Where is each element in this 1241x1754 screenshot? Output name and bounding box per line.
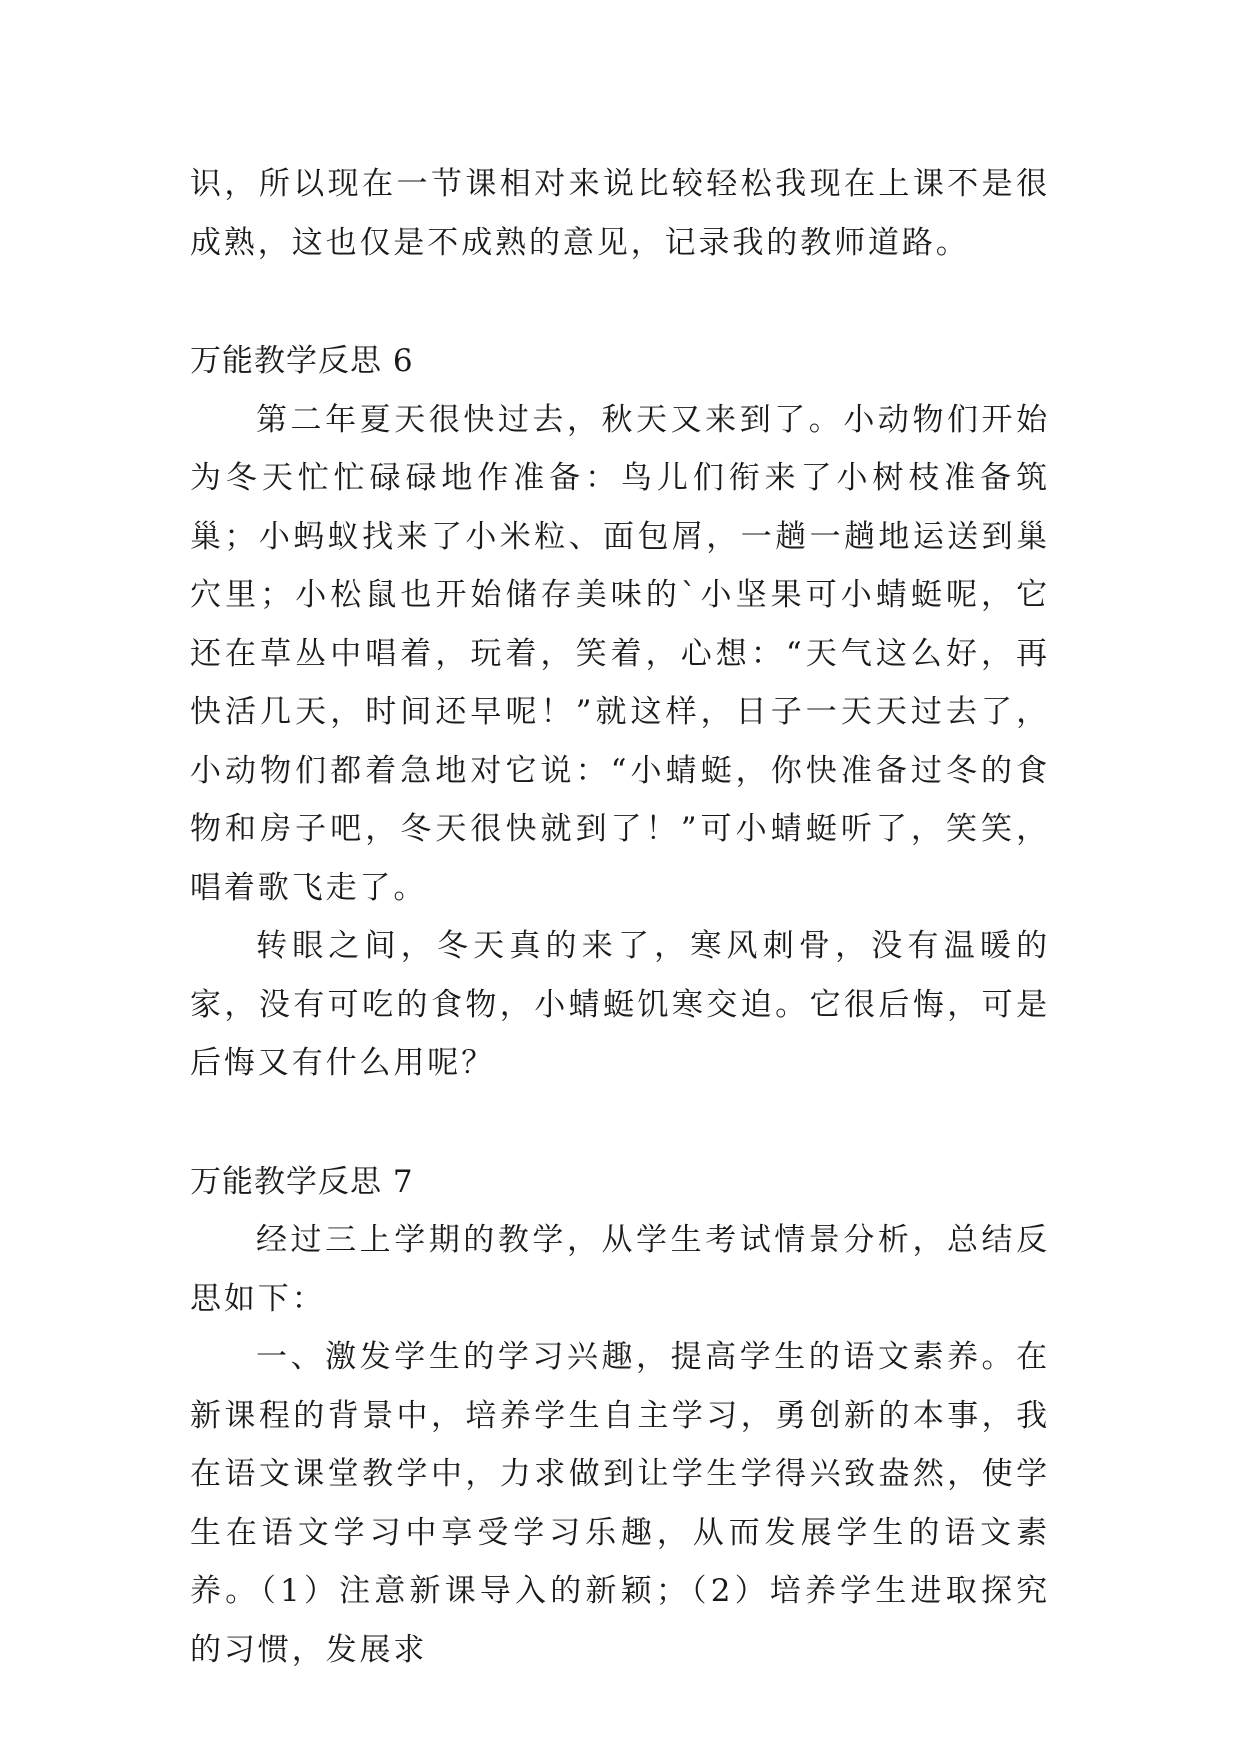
section-7-paragraph-2: 一、激发学生的学习兴趣，提高学生的语文素养。在新课程的背景中，培养学生自主学习，勇创新的本事，我在语文课堂教学中，力求做到让学生学得兴致盎然，使学生在语文学习中享受学习乐趣，从而发展学生的语文素养。（1）注意新课导入的新颖；（2）培养学生进取探究的习惯，发展求 <box>190 1339 1050 1668</box>
section-6-paragraph-1: 第二年夏天很快过去，秋天又来到了。小动物们开始为冬天忙忙碌碌地作准备：鸟儿们衔来了小树枝准备筑巢；小蚂蚁找来了小米粒、面包屑，一趟一趟地运送到巢穴里；小松鼠也开始储存美味的`小坚果可小蜻蜓呢，它还在草丛中唱着，玩着，笑着，心想：“天气这么好，再快活几天，时间还早呢！”就这样，日子一天天过去了，小动物们都着急地对它说：“小蜻蜓，你快准备过冬的食物和房子吧，冬天很快就到了！”可小蜻蜓听了，笑笑，唱着歌飞走了。 <box>190 401 1050 906</box>
document-body <box>190 155 1050 1679</box>
continuation-paragraph: 识，所以现在一节课相对来说比较轻松我现在上课不是很成熟，这也仅是不成熟的意见，记录我的教师道路。 <box>190 166 1050 261</box>
section-spacer <box>190 272 1050 332</box>
section-spacer <box>190 1093 1050 1153</box>
section-7-paragraph-1: 经过三上学期的教学，从学生考试情景分析，总结反思如下： <box>190 1222 1050 1317</box>
section-heading-6: 万能教学反思 6 <box>190 343 414 379</box>
section-6-paragraph-2: 转眼之间，冬天真的来了，寒风刺骨，没有温暖的家，没有可吃的食物，小蜻蜓饥寒交迫。它很后悔，可是后悔又有什么用呢？ <box>190 928 1050 1081</box>
section-heading-7: 万能教学反思 7 <box>190 1163 414 1200</box>
